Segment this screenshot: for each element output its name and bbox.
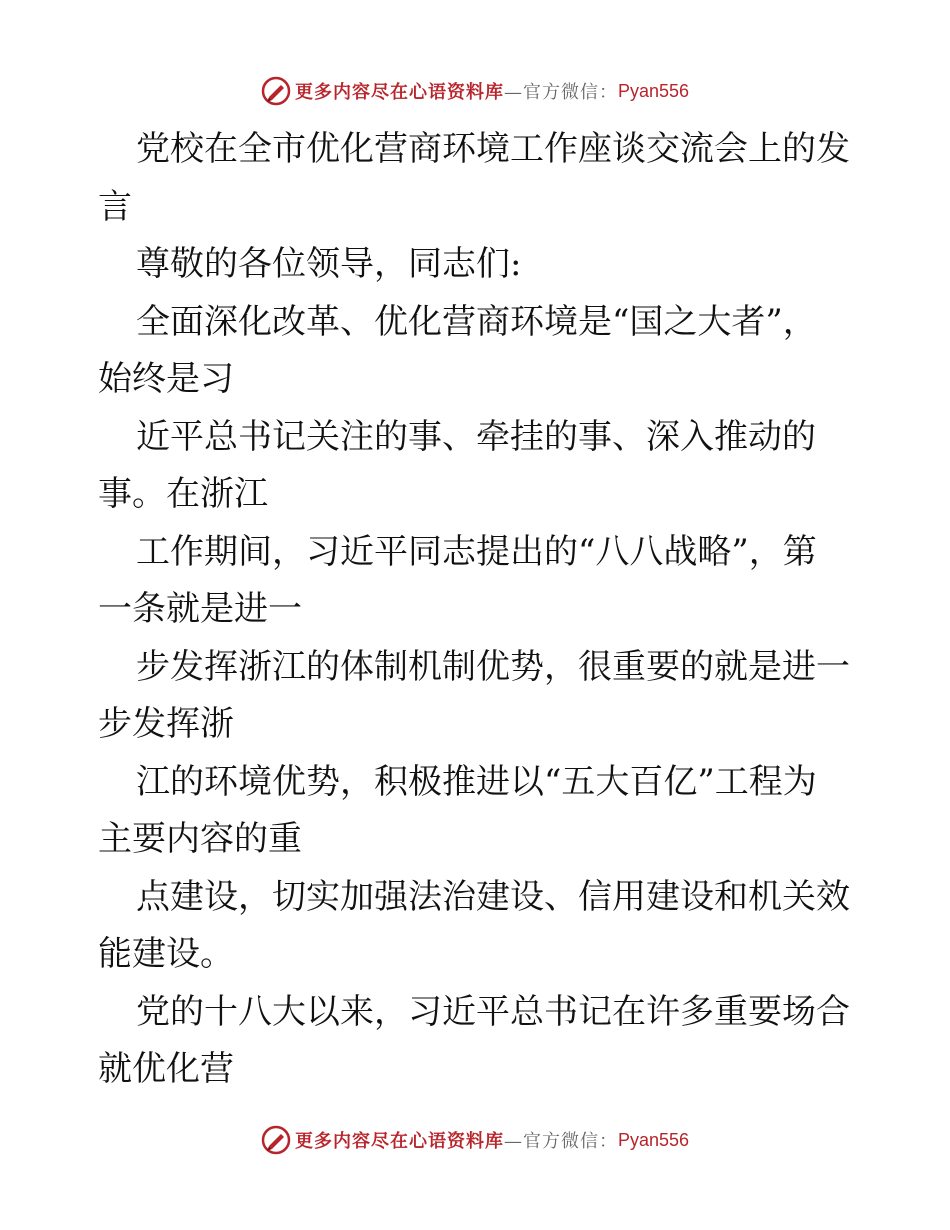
text-line: 尊敬的各位领导，同志们: <box>136 244 522 284</box>
text-line: 近平总书记关注的事、牵挂的事、深入推动的 <box>136 416 816 457</box>
banner-slogan: 更多内容尽在心语资料库 <box>294 82 504 103</box>
text-line: 一条就是进一 <box>98 589 302 629</box>
text-line: 事。在浙江 <box>98 474 268 514</box>
text-line: 始终是习 <box>98 359 234 399</box>
document-body <box>98 121 858 1099</box>
text-line: 能建设。 <box>98 934 234 974</box>
header-banner <box>0 71 950 111</box>
logo-icon <box>261 76 291 106</box>
text-line: 点建设，切实加强法治建设、信用建设和机关效 <box>136 876 850 917</box>
footer-banner <box>0 1120 950 1160</box>
text-line: 江的环境优势，积极推进以“五大百亿”工程为 <box>136 761 817 802</box>
text-line: 全面深化改革、优化营商环境是“国之大者”， <box>136 301 817 342</box>
text-line: 党校在全市优化营商环境工作座谈交流会上的发 <box>136 129 850 169</box>
banner-wechat-id: Pyan556 <box>617 1129 690 1150</box>
text-line: 工作期间，习近平同志提出的“八八战略”，第 <box>136 531 817 572</box>
text-line: 言 <box>98 186 132 227</box>
text-line: 就优化营 <box>98 1049 234 1089</box>
text-line: 步发挥浙 <box>98 704 234 744</box>
banner-wechat-id: Pyan556 <box>617 80 690 101</box>
banner-official-label: —官方微信： <box>503 82 618 103</box>
logo-icon <box>261 1125 291 1155</box>
text-line: 主要内容的重 <box>98 819 302 859</box>
text-line: 党的十八大以来，习近平总书记在许多重要场合 <box>136 991 850 1032</box>
text-line: 步发挥浙江的体制机制优势，很重要的就是进一 <box>136 646 850 687</box>
banner-official-label: —官方微信： <box>503 1131 618 1152</box>
banner-slogan: 更多内容尽在心语资料库 <box>294 1131 504 1152</box>
